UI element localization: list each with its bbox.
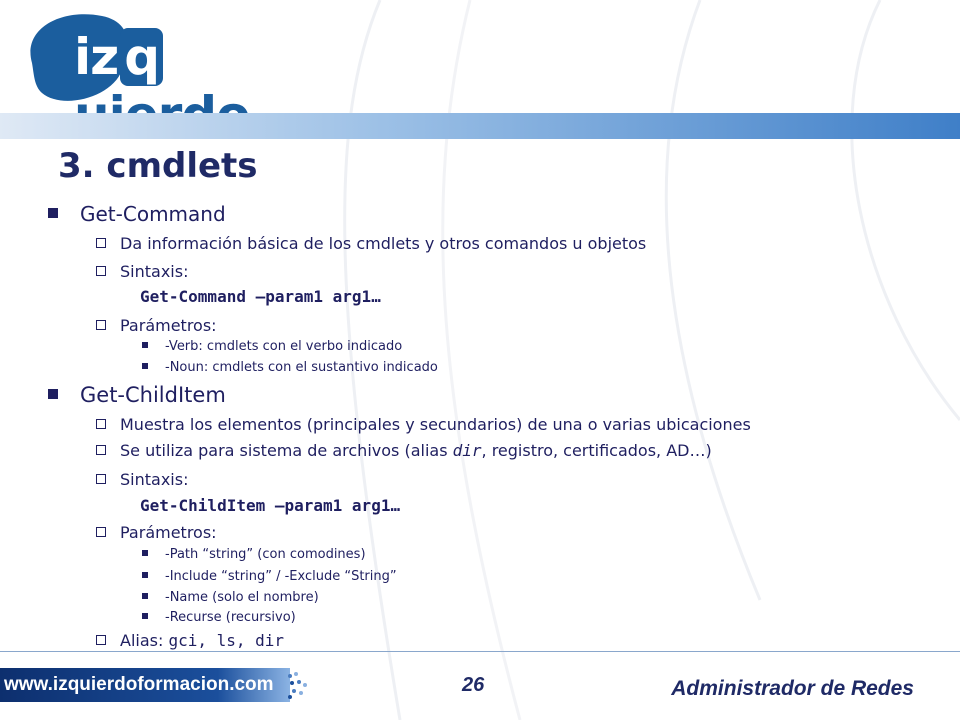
syntax-code: Get-Command –param1 arg1…: [140, 287, 381, 306]
bullet-get-command: [48, 202, 226, 226]
checkbox-bullet-icon: [96, 238, 106, 248]
param-text: -Path “string” (con comodines): [165, 547, 366, 562]
param-item: [142, 610, 296, 625]
subbullet-description: [96, 234, 646, 253]
subbullet-usage: [96, 441, 712, 460]
param-item: [142, 339, 402, 354]
company-logo: [22, 8, 322, 108]
subbullet-description: [96, 415, 751, 434]
subbullet-text: Sintaxis:: [120, 470, 189, 489]
small-bullet-icon: [142, 572, 148, 578]
subbullet-params: [96, 316, 217, 335]
logo-text-iz: iz: [74, 28, 119, 86]
logo-text-q: q: [120, 28, 163, 86]
bullet-label: Get-ChildItem: [80, 383, 226, 407]
subbullet-text: Parámetros:: [120, 523, 217, 542]
param-item: [142, 547, 366, 562]
subbullet-params: [96, 523, 217, 542]
checkbox-bullet-icon: [96, 527, 106, 537]
small-bullet-icon: [142, 593, 148, 599]
bullet-square: [48, 208, 58, 218]
footer-divider: [0, 651, 960, 652]
checkbox-bullet-icon: [96, 320, 106, 330]
bullet-label: Get-Command: [80, 202, 226, 226]
param-item: [142, 569, 397, 584]
param-text: -Name (solo el nombre): [165, 590, 319, 605]
bullet-square: [48, 389, 58, 399]
param-item: [142, 360, 438, 375]
checkbox-bullet-icon: [96, 445, 106, 455]
footer-url-banner: www.izquierdoformacion.com: [0, 668, 290, 702]
header-band: [0, 113, 960, 139]
slide-title: 3. cmdlets: [58, 146, 258, 186]
page-number: 26: [462, 674, 485, 696]
subbullet-text: , registro, certificados, AD…): [481, 441, 712, 460]
small-bullet-icon: [142, 342, 148, 348]
subbullet-alias: [96, 631, 284, 650]
param-text: -Verb: cmdlets con el verbo indicado: [165, 339, 403, 354]
subbullet-text: Alias:: [120, 631, 169, 650]
subbullet-text: Parámetros:: [120, 316, 217, 335]
param-text: -Recurse (recursivo): [165, 610, 296, 625]
syntax-code: Get-ChildItem –param1 arg1…: [140, 496, 401, 515]
checkbox-bullet-icon: [96, 474, 106, 484]
param-item: [142, 590, 319, 605]
subbullet-text: Muestra los elementos (principales y secundarios) de una o varias ubicaciones: [120, 415, 751, 434]
footer-brand: Administrador de Redes: [671, 677, 914, 700]
small-bullet-icon: [142, 613, 148, 619]
subbullet-syntax: [96, 262, 188, 281]
checkbox-bullet-icon: [96, 266, 106, 276]
inline-code: dir: [452, 441, 482, 460]
subbullet-syntax: [96, 470, 188, 489]
small-bullet-icon: [142, 363, 148, 369]
subbullet-text: Sintaxis:: [120, 262, 189, 281]
small-bullet-icon: [142, 550, 148, 556]
subbullet-text: Se utiliza para sistema de archivos (alias: [120, 441, 453, 460]
dots-decoration-icon: [286, 668, 310, 702]
param-text: -Noun: cmdlets con el sustantivo indicado: [165, 360, 438, 375]
checkbox-bullet-icon: [96, 419, 106, 429]
inline-code: gci, ls, dir: [168, 631, 285, 650]
checkbox-bullet-icon: [96, 635, 106, 645]
bullet-get-childitem: [48, 383, 226, 407]
param-text: -Include “string” / -Exclude “String”: [165, 569, 397, 584]
subbullet-text: Da información básica de los cmdlets y otros comandos u objetos: [120, 234, 647, 253]
